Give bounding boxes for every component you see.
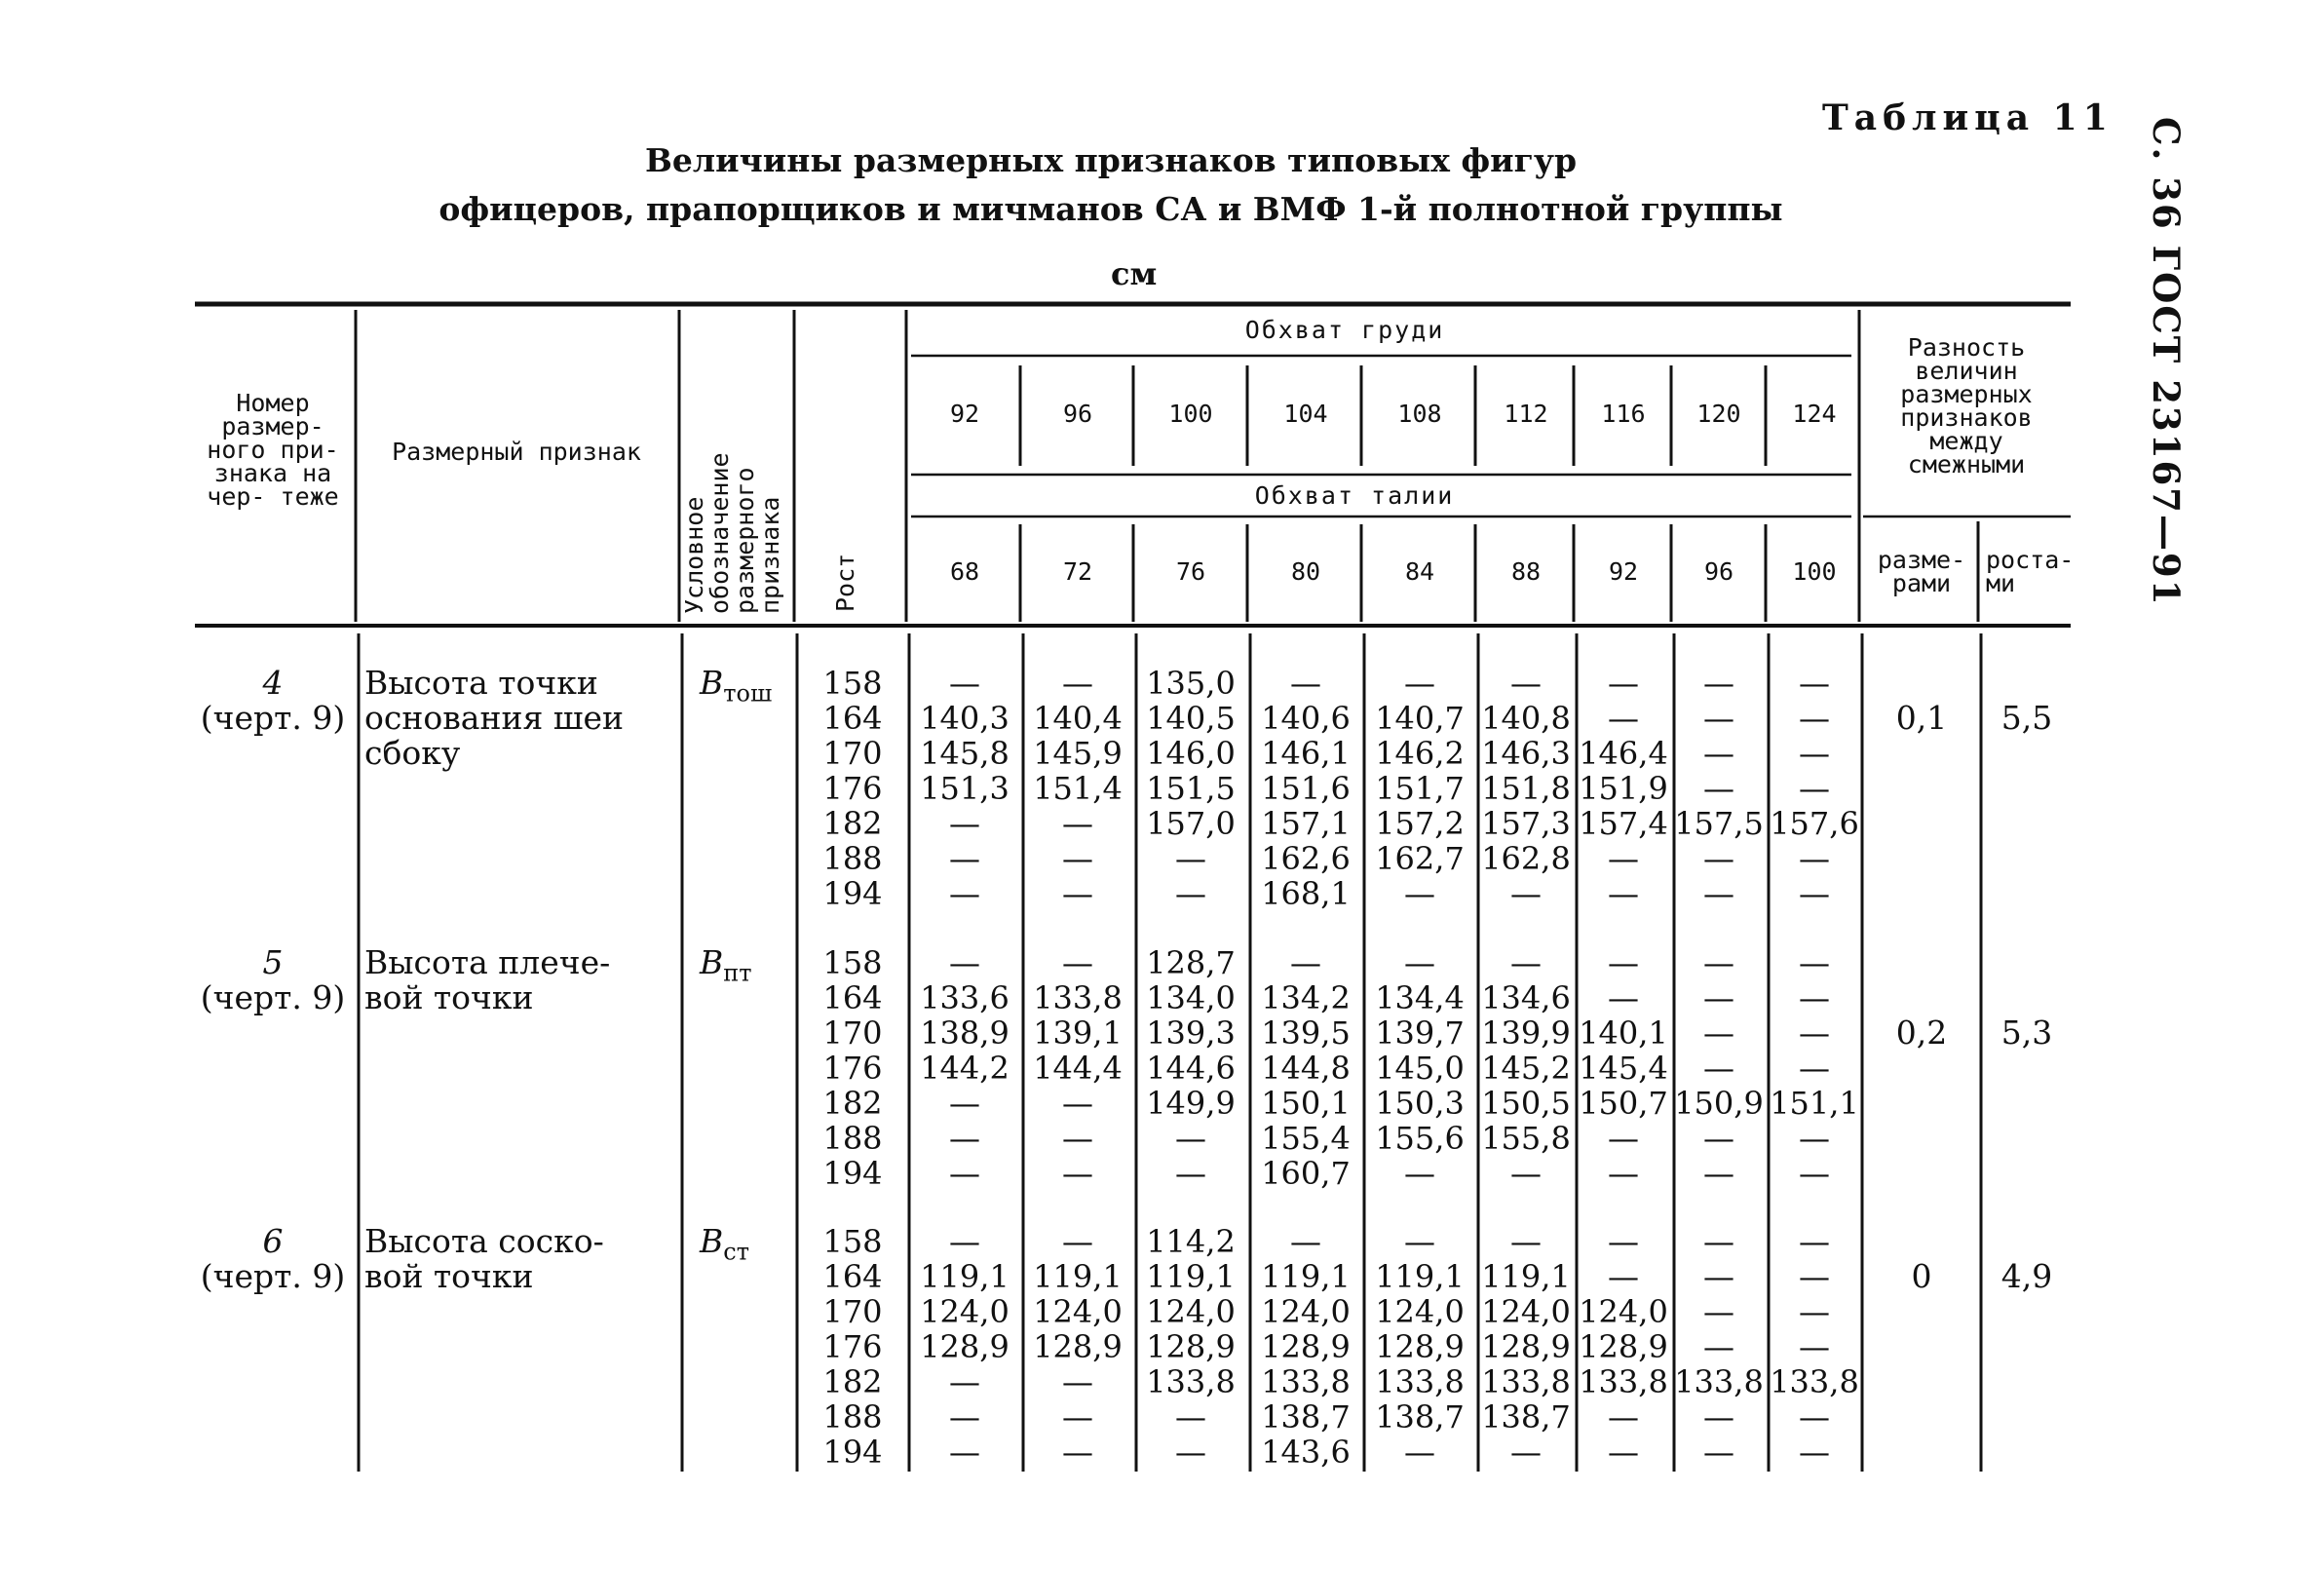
data-cell: 151,6 xyxy=(1261,770,1351,807)
feature-drawing-ref: (черт. 9) xyxy=(200,1257,346,1295)
waist-value-100: 100 xyxy=(1792,557,1837,586)
header-diff-heights: роста- ми xyxy=(1986,546,2075,597)
data-cell: 119,1 xyxy=(1375,1258,1465,1295)
data-cell: — xyxy=(1608,700,1639,737)
data-cell: — xyxy=(1799,840,1830,877)
data-cell: — xyxy=(1608,1223,1639,1260)
data-cell: 155,6 xyxy=(1375,1120,1465,1157)
data-cell: — xyxy=(1799,875,1830,912)
data-cell: — xyxy=(1608,979,1639,1016)
feature-number-value: 6 xyxy=(262,1222,284,1260)
data-cell: — xyxy=(1799,1050,1830,1087)
data-cell: — xyxy=(1062,1155,1093,1192)
data-cell: 146,4 xyxy=(1579,735,1668,772)
data-cell: — xyxy=(1404,875,1435,912)
data-cell: — xyxy=(1062,1085,1093,1122)
data-cell: 150,3 xyxy=(1375,1085,1465,1122)
data-cell: — xyxy=(1062,665,1093,702)
feature-name: Высота плече- вой точки xyxy=(364,943,611,1016)
data-cell: — xyxy=(1062,1363,1093,1400)
height-value: 164 xyxy=(822,700,883,737)
data-cell: — xyxy=(1404,1155,1435,1192)
data-cell: 134,0 xyxy=(1146,979,1236,1016)
height-value: 188 xyxy=(822,1120,883,1157)
waist-value-68: 68 xyxy=(949,557,980,586)
data-cell: — xyxy=(1290,665,1321,702)
data-cell: 138,7 xyxy=(1375,1398,1465,1435)
feature-symbol-sub: ст xyxy=(723,1238,749,1266)
data-cell: — xyxy=(1799,979,1830,1016)
data-cell: — xyxy=(1175,875,1206,912)
header-number: Номер размер- ного при- знака на чер- теже xyxy=(207,389,339,511)
data-cell: 151,8 xyxy=(1481,770,1571,807)
waist-value-84: 84 xyxy=(1404,557,1435,586)
data-cell: — xyxy=(949,1155,980,1192)
data-cell: — xyxy=(1703,1223,1734,1260)
height-column xyxy=(804,666,901,911)
height-value: 194 xyxy=(822,1155,883,1192)
feature-symbol-base: В xyxy=(700,664,724,702)
data-cell: — xyxy=(1608,1155,1639,1192)
data-cell: — xyxy=(1703,875,1734,912)
data-cell: 146,0 xyxy=(1146,735,1236,772)
data-cell: 151,3 xyxy=(920,770,1010,807)
data-cell: — xyxy=(1799,1155,1830,1192)
data-cell: 135,0 xyxy=(1146,665,1236,702)
data-cell: 160,7 xyxy=(1261,1155,1351,1192)
data-cell: — xyxy=(1703,770,1734,807)
data-cell: 145,0 xyxy=(1375,1050,1465,1087)
data-cell: — xyxy=(1799,1398,1830,1435)
data-cell: — xyxy=(1703,1014,1734,1052)
waist-value-92: 92 xyxy=(1608,557,1639,586)
data-cell: 114,2 xyxy=(1146,1223,1236,1260)
data-cell: 151,9 xyxy=(1579,770,1668,807)
data-cell: 140,3 xyxy=(920,700,1010,737)
height-value: 170 xyxy=(822,735,883,772)
data-cell: — xyxy=(1799,1434,1830,1471)
diff-heights-value: 5,5 xyxy=(2000,699,2053,737)
feature-symbol xyxy=(700,666,772,711)
data-cell: — xyxy=(1799,1120,1830,1157)
data-cell: 124,0 xyxy=(920,1293,1010,1330)
diff-sizes-value: 0,2 xyxy=(1895,1014,1948,1052)
data-cell: — xyxy=(949,1085,980,1122)
data-cell: — xyxy=(1799,1293,1830,1330)
data-cell: — xyxy=(1062,840,1093,877)
data-cell: 119,1 xyxy=(920,1258,1010,1295)
height-value: 188 xyxy=(822,1398,883,1435)
feature-symbol-sub: пт xyxy=(723,959,752,987)
data-cell: — xyxy=(1703,1398,1734,1435)
data-cell: 128,9 xyxy=(1481,1328,1571,1365)
feature-name: Высота точки основания шеи сбоку xyxy=(364,664,624,772)
data-cell: 128,9 xyxy=(1261,1328,1351,1365)
data-cell: 157,1 xyxy=(1261,805,1351,842)
data-cell: 151,7 xyxy=(1375,770,1465,807)
chest-value-96: 96 xyxy=(1062,400,1093,428)
data-cell: 133,8 xyxy=(1261,1363,1351,1400)
data-cell: 140,5 xyxy=(1146,700,1236,737)
chest-value-124: 124 xyxy=(1792,400,1837,428)
height-value: 158 xyxy=(822,665,883,702)
data-cell: — xyxy=(949,1398,980,1435)
data-cell: — xyxy=(1703,1155,1734,1192)
data-cell: — xyxy=(1703,1293,1734,1330)
data-cell: 139,9 xyxy=(1481,1014,1571,1052)
data-cell: — xyxy=(1608,875,1639,912)
feature-number xyxy=(185,945,361,1015)
data-cell: — xyxy=(1175,1155,1206,1192)
data-cell: 145,9 xyxy=(1033,735,1123,772)
data-cell: — xyxy=(1062,1120,1093,1157)
data-cell: — xyxy=(949,805,980,842)
data-cell: — xyxy=(949,840,980,877)
data-cell: — xyxy=(1404,665,1435,702)
data-cell: — xyxy=(949,1223,980,1260)
data-cell: — xyxy=(1703,979,1734,1016)
data-cell: 168,1 xyxy=(1261,875,1351,912)
data-cell: 151,1 xyxy=(1770,1085,1859,1122)
data-cell: 119,1 xyxy=(1261,1258,1351,1295)
data-cell: 134,4 xyxy=(1375,979,1465,1016)
data-cell: 128,7 xyxy=(1146,944,1236,981)
data-cell: 124,0 xyxy=(1033,1293,1123,1330)
data-cell: 119,1 xyxy=(1481,1258,1571,1295)
data-cell: — xyxy=(1510,1155,1542,1192)
data-cell: — xyxy=(1703,840,1734,877)
data-cell: — xyxy=(1062,944,1093,981)
data-cell: 133,6 xyxy=(920,979,1010,1016)
data-cell: 151,5 xyxy=(1146,770,1236,807)
data-cell: 133,8 xyxy=(1770,1363,1859,1400)
data-cell: 128,9 xyxy=(1579,1328,1668,1365)
data-cell: — xyxy=(1404,1223,1435,1260)
data-cell: 150,1 xyxy=(1261,1085,1351,1122)
data-cell: 134,2 xyxy=(1261,979,1351,1016)
data-cell: — xyxy=(949,665,980,702)
data-cell: — xyxy=(1510,665,1542,702)
data-cell: 128,9 xyxy=(1033,1328,1123,1365)
height-value: 188 xyxy=(822,840,883,877)
data-cell: 133,8 xyxy=(1579,1363,1668,1400)
chest-value-108: 108 xyxy=(1397,400,1442,428)
data-cell: 157,6 xyxy=(1770,805,1859,842)
data-cell: 143,6 xyxy=(1261,1434,1351,1471)
feature-symbol-base: В xyxy=(700,1222,724,1260)
data-cell: 140,8 xyxy=(1481,700,1571,737)
chest-value-100: 100 xyxy=(1168,400,1213,428)
data-cell: 145,2 xyxy=(1481,1050,1571,1087)
header-feature: Размерный признак xyxy=(392,438,641,466)
data-cell: — xyxy=(1799,665,1830,702)
data-cell: 162,6 xyxy=(1261,840,1351,877)
data-cell: — xyxy=(1608,944,1639,981)
feature-number-value: 4 xyxy=(262,664,284,702)
data-cell: 119,1 xyxy=(1033,1258,1123,1295)
data-cell: 119,1 xyxy=(1146,1258,1236,1295)
data-cell: 133,8 xyxy=(1033,979,1123,1016)
data-cell: — xyxy=(1608,1258,1639,1295)
data-cell: — xyxy=(1799,1223,1830,1260)
data-cell: 140,7 xyxy=(1375,700,1465,737)
data-cell: 138,7 xyxy=(1261,1398,1351,1435)
data-cell: 150,9 xyxy=(1674,1085,1764,1122)
feature-symbol-base: В xyxy=(700,943,724,981)
data-cell: 145,8 xyxy=(920,735,1010,772)
data-cell: — xyxy=(949,875,980,912)
data-cell: 146,2 xyxy=(1375,735,1465,772)
header-diff-sizes: разме- рами xyxy=(1877,546,1966,597)
data-cell: 157,0 xyxy=(1146,805,1236,842)
height-value: 158 xyxy=(822,1223,883,1260)
data-cell: — xyxy=(1404,944,1435,981)
data-cell: — xyxy=(1175,1434,1206,1471)
data-cell: 144,2 xyxy=(920,1050,1010,1087)
waist-value-96: 96 xyxy=(1703,557,1734,586)
data-cell: 139,5 xyxy=(1261,1014,1351,1052)
data-cell: 124,0 xyxy=(1579,1293,1668,1330)
table-title-line2: офицеров, прапорщиков и мичманов СА и ВМФ 1-й полнотной группы xyxy=(438,190,1783,228)
data-cell: — xyxy=(949,1363,980,1400)
data-cell: 133,8 xyxy=(1146,1363,1236,1400)
height-value: 158 xyxy=(822,944,883,981)
data-cell: 140,6 xyxy=(1261,700,1351,737)
data-cell: — xyxy=(1703,1120,1734,1157)
chest-value-92: 92 xyxy=(949,400,980,428)
header-height: Рост xyxy=(831,553,859,612)
data-cell: — xyxy=(949,1434,980,1471)
data-cell: 124,0 xyxy=(1146,1293,1236,1330)
data-cell: — xyxy=(1799,944,1830,981)
data-cell: 124,0 xyxy=(1375,1293,1465,1330)
height-value: 176 xyxy=(822,1050,883,1087)
data-cell: — xyxy=(1703,1434,1734,1471)
data-cell: 150,5 xyxy=(1481,1085,1571,1122)
data-cell: 151,4 xyxy=(1033,770,1123,807)
side-label-text: С. 36 ГОСТ 23167—91 xyxy=(2145,117,2188,607)
data-cell: 144,8 xyxy=(1261,1050,1351,1087)
data-cell: 138,9 xyxy=(920,1014,1010,1052)
data-cell: 138,7 xyxy=(1481,1398,1571,1435)
waist-value-72: 72 xyxy=(1062,557,1093,586)
height-value: 164 xyxy=(822,1258,883,1295)
data-cell: — xyxy=(1703,944,1734,981)
data-cell: 140,4 xyxy=(1033,700,1123,737)
diff-sizes-value: 0,1 xyxy=(1895,699,1948,737)
data-cell: — xyxy=(1175,1120,1206,1157)
chest-value-120: 120 xyxy=(1696,400,1741,428)
data-cell: 134,6 xyxy=(1481,979,1571,1016)
data-cell: 162,8 xyxy=(1481,840,1571,877)
waist-value-80: 80 xyxy=(1290,557,1321,586)
data-cell: 149,9 xyxy=(1146,1085,1236,1122)
diff-sizes-value: 0 xyxy=(1911,1257,1932,1295)
height-value: 182 xyxy=(822,805,883,842)
data-cell: — xyxy=(1799,770,1830,807)
data-cell: — xyxy=(1404,1434,1435,1471)
data-cell: 124,0 xyxy=(1261,1293,1351,1330)
data-cell: 133,8 xyxy=(1674,1363,1764,1400)
feature-symbol-sub: тош xyxy=(723,679,773,708)
data-cell: 146,3 xyxy=(1481,735,1571,772)
data-cell: 144,6 xyxy=(1146,1050,1236,1087)
data-cell: 162,7 xyxy=(1375,840,1465,877)
header-difference: Разность величин размерных признаков между смежными xyxy=(1900,333,2033,478)
data-cell: 128,9 xyxy=(920,1328,1010,1365)
data-cell: 157,5 xyxy=(1674,805,1764,842)
table-title-line1: Величины размерных признаков типовых фигур xyxy=(644,141,1578,179)
data-cell: — xyxy=(1703,665,1734,702)
height-value: 164 xyxy=(822,979,883,1016)
waist-value-76: 76 xyxy=(1175,557,1206,586)
data-cell: — xyxy=(1703,700,1734,737)
data-cell: — xyxy=(1799,1014,1830,1052)
data-cell: — xyxy=(1799,735,1830,772)
data-cell: — xyxy=(1062,875,1093,912)
data-cell: 140,1 xyxy=(1579,1014,1668,1052)
data-cell: 128,9 xyxy=(1146,1328,1236,1365)
height-column xyxy=(804,945,901,1191)
height-value: 194 xyxy=(822,875,883,912)
data-cell: — xyxy=(1608,665,1639,702)
data-cell: — xyxy=(1062,805,1093,842)
data-cell: — xyxy=(1799,700,1830,737)
data-cell: — xyxy=(949,944,980,981)
data-cell: 139,1 xyxy=(1033,1014,1123,1052)
data-cell: 157,2 xyxy=(1375,805,1465,842)
data-cell: 124,0 xyxy=(1481,1293,1571,1330)
data-cell: — xyxy=(1510,1434,1542,1471)
data-cell: — xyxy=(1290,944,1321,981)
data-cell: — xyxy=(1608,1434,1639,1471)
data-cell: — xyxy=(1510,875,1542,912)
feature-symbol xyxy=(700,1224,749,1270)
header-chest: Обхват груди xyxy=(1244,316,1445,344)
data-cell: 144,4 xyxy=(1033,1050,1123,1087)
diff-heights-value: 5,3 xyxy=(2000,1014,2053,1052)
data-cell: — xyxy=(1608,1120,1639,1157)
data-cell: 133,8 xyxy=(1481,1363,1571,1400)
header-symbol: Условное обозначение размерного признака xyxy=(680,452,784,614)
height-value: 170 xyxy=(822,1014,883,1052)
chest-value-104: 104 xyxy=(1283,400,1328,428)
data-cell: 150,7 xyxy=(1579,1085,1668,1122)
data-cell: — xyxy=(949,1120,980,1157)
data-cell: — xyxy=(1799,1258,1830,1295)
height-value: 176 xyxy=(822,770,883,807)
height-value: 170 xyxy=(822,1293,883,1330)
data-cell: — xyxy=(1608,840,1639,877)
feature-number xyxy=(185,1224,361,1294)
feature-drawing-ref: (черт. 9) xyxy=(200,978,346,1016)
data-cell: 139,3 xyxy=(1146,1014,1236,1052)
height-column xyxy=(804,1224,901,1470)
data-cell: — xyxy=(1062,1398,1093,1435)
data-cell: — xyxy=(1608,1398,1639,1435)
data-cell: — xyxy=(1290,1223,1321,1260)
data-cell: — xyxy=(1062,1434,1093,1471)
data-cell: 155,4 xyxy=(1261,1120,1351,1157)
units-label: см xyxy=(1111,255,1158,292)
data-cell: 128,9 xyxy=(1375,1328,1465,1365)
data-cell: — xyxy=(1175,1398,1206,1435)
diff-heights-value: 4,9 xyxy=(2000,1257,2053,1295)
data-cell: 157,3 xyxy=(1481,805,1571,842)
height-value: 194 xyxy=(822,1434,883,1471)
chest-value-116: 116 xyxy=(1601,400,1646,428)
data-cell: 155,8 xyxy=(1481,1120,1571,1157)
header-waist: Обхват талии xyxy=(1254,481,1455,510)
data-cell: 146,1 xyxy=(1261,735,1351,772)
data-cell: — xyxy=(1703,735,1734,772)
data-cell: — xyxy=(1062,1223,1093,1260)
table-label: Таблица 11 xyxy=(1822,97,2114,138)
data-cell: — xyxy=(1175,840,1206,877)
height-value: 182 xyxy=(822,1363,883,1400)
data-cell: — xyxy=(1510,1223,1542,1260)
data-cell: — xyxy=(1703,1258,1734,1295)
feature-number xyxy=(185,666,361,736)
feature-name: Высота соско- вой точки xyxy=(364,1222,604,1295)
feature-symbol xyxy=(700,945,752,991)
waist-value-88: 88 xyxy=(1510,557,1542,586)
data-cell: 157,4 xyxy=(1579,805,1668,842)
height-value: 176 xyxy=(822,1328,883,1365)
chest-value-112: 112 xyxy=(1504,400,1548,428)
data-cell: — xyxy=(1510,944,1542,981)
data-cell: — xyxy=(1799,1328,1830,1365)
data-cell: 133,8 xyxy=(1375,1363,1465,1400)
data-cell: — xyxy=(1703,1328,1734,1365)
data-cell: 139,7 xyxy=(1375,1014,1465,1052)
height-value: 182 xyxy=(822,1085,883,1122)
data-cell: — xyxy=(1703,1050,1734,1087)
feature-number-value: 5 xyxy=(262,943,284,981)
feature-drawing-ref: (черт. 9) xyxy=(200,699,346,737)
data-cell: 145,4 xyxy=(1579,1050,1668,1087)
